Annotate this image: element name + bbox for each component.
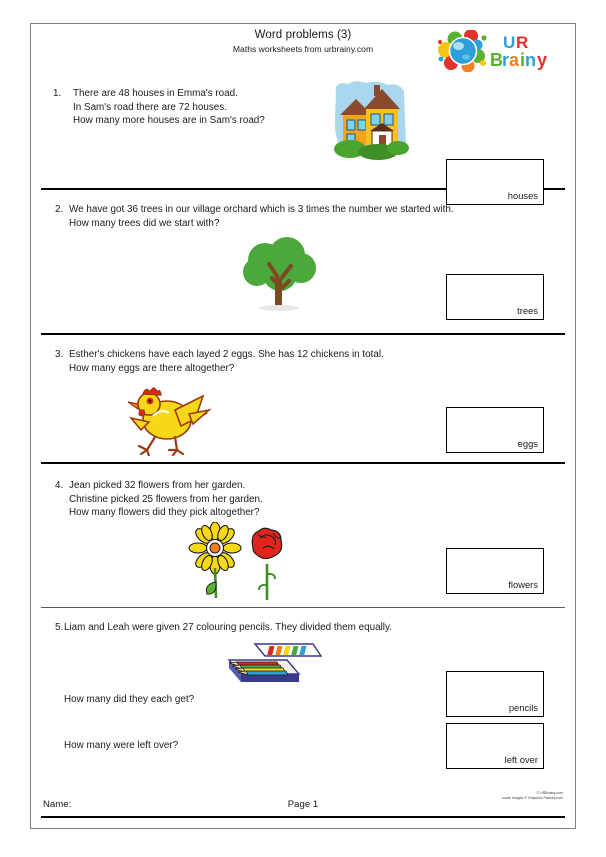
- svg-text:B: B: [490, 50, 503, 70]
- copyright-line-1: © URBrainy.com: [536, 790, 563, 795]
- name-label: Name:: [43, 799, 72, 810]
- question-1-answer-unit: houses: [507, 190, 538, 201]
- question-5-sub-2-answer-box[interactable]: [446, 723, 544, 769]
- question-4-number: 4.: [55, 480, 64, 491]
- worksheet-header: [31, 24, 575, 71]
- question-3-line-2: How many eggs are there altogether?: [69, 362, 235, 374]
- question-4: [31, 464, 575, 607]
- question-2-answer-box[interactable]: [446, 274, 544, 320]
- question-1-number: 1.: [53, 88, 62, 99]
- tree-illustration: [239, 236, 321, 317]
- svg-text:R: R: [516, 33, 529, 52]
- worksheet-footer: [31, 782, 575, 828]
- svg-text:U: U: [503, 33, 516, 52]
- svg-text:a: a: [509, 50, 520, 70]
- page-number-label: Page 1: [287, 799, 319, 810]
- question-4-answer-box[interactable]: [446, 548, 544, 594]
- question-5: [31, 608, 575, 778]
- question-5-sub-2-text: How many were left over?: [64, 740, 179, 751]
- question-4-line-3: How many flowers did they pick altogether?: [69, 507, 260, 519]
- question-2: [31, 190, 575, 333]
- svg-text:y: y: [537, 50, 548, 70]
- flowers-illustration: [183, 522, 293, 605]
- question-3-line-1: Esther's chickens have each layed 2 eggs. She has 12 chickens in total.: [69, 349, 384, 360]
- page-title: Word problems (3): [254, 29, 352, 41]
- question-2-line-1: We have got 36 trees in our village orchard which is 3 times the number we started with.: [69, 204, 454, 215]
- svg-text:n: n: [525, 50, 536, 70]
- question-5-number: 5.: [55, 622, 64, 633]
- question-5-line-1: Liam and Leah were given 27 colouring pencils. They divided them equally.: [64, 622, 392, 633]
- question-5-sub-1-answer-unit: pencils: [508, 702, 538, 713]
- pencils-illustration: [221, 640, 326, 691]
- question-4-answer-unit: flowers: [508, 579, 538, 590]
- question-1-line-3: How many more houses are in Sam's road?: [73, 115, 265, 127]
- page-subtitle: Maths worksheets from urbrainy.com: [232, 44, 374, 54]
- question-5-sub-2-answer-unit: left over: [504, 754, 538, 765]
- question-5-sub-1-text: How many did they each get?: [64, 694, 195, 705]
- copyright-notice: [502, 791, 563, 802]
- question-2-number: 2.: [55, 204, 64, 215]
- svg-text:i: i: [520, 50, 526, 70]
- question-3-number: 3.: [55, 349, 64, 360]
- question-1-line-1: There are 48 houses in Emma's road.: [73, 88, 238, 99]
- copyright-line-2: some images © Graphics Factory.com: [502, 796, 563, 801]
- question-4-line-1: Jean picked 32 flowers from her garden.: [69, 480, 246, 491]
- question-4-line-2: Christine picked 25 flowers from her garden.: [69, 493, 263, 505]
- svg-text:r: r: [502, 50, 510, 70]
- question-1: [31, 71, 575, 201]
- question-3-answer-box[interactable]: [446, 407, 544, 453]
- footer-divider: [41, 816, 565, 818]
- question-2-answer-unit: trees: [517, 305, 538, 316]
- house-illustration: [326, 79, 416, 172]
- question-1-line-2: In Sam's road there are 72 houses.: [73, 101, 227, 113]
- question-3-answer-unit: eggs: [517, 438, 538, 449]
- question-2-line-2: How many trees did we start with?: [69, 217, 220, 229]
- urbrainy-logo: [437, 30, 561, 72]
- question-3: [31, 335, 575, 462]
- question-5-sub-1-answer-box[interactable]: [446, 671, 544, 717]
- worksheet-page: [30, 23, 576, 829]
- chicken-illustration: [119, 380, 214, 461]
